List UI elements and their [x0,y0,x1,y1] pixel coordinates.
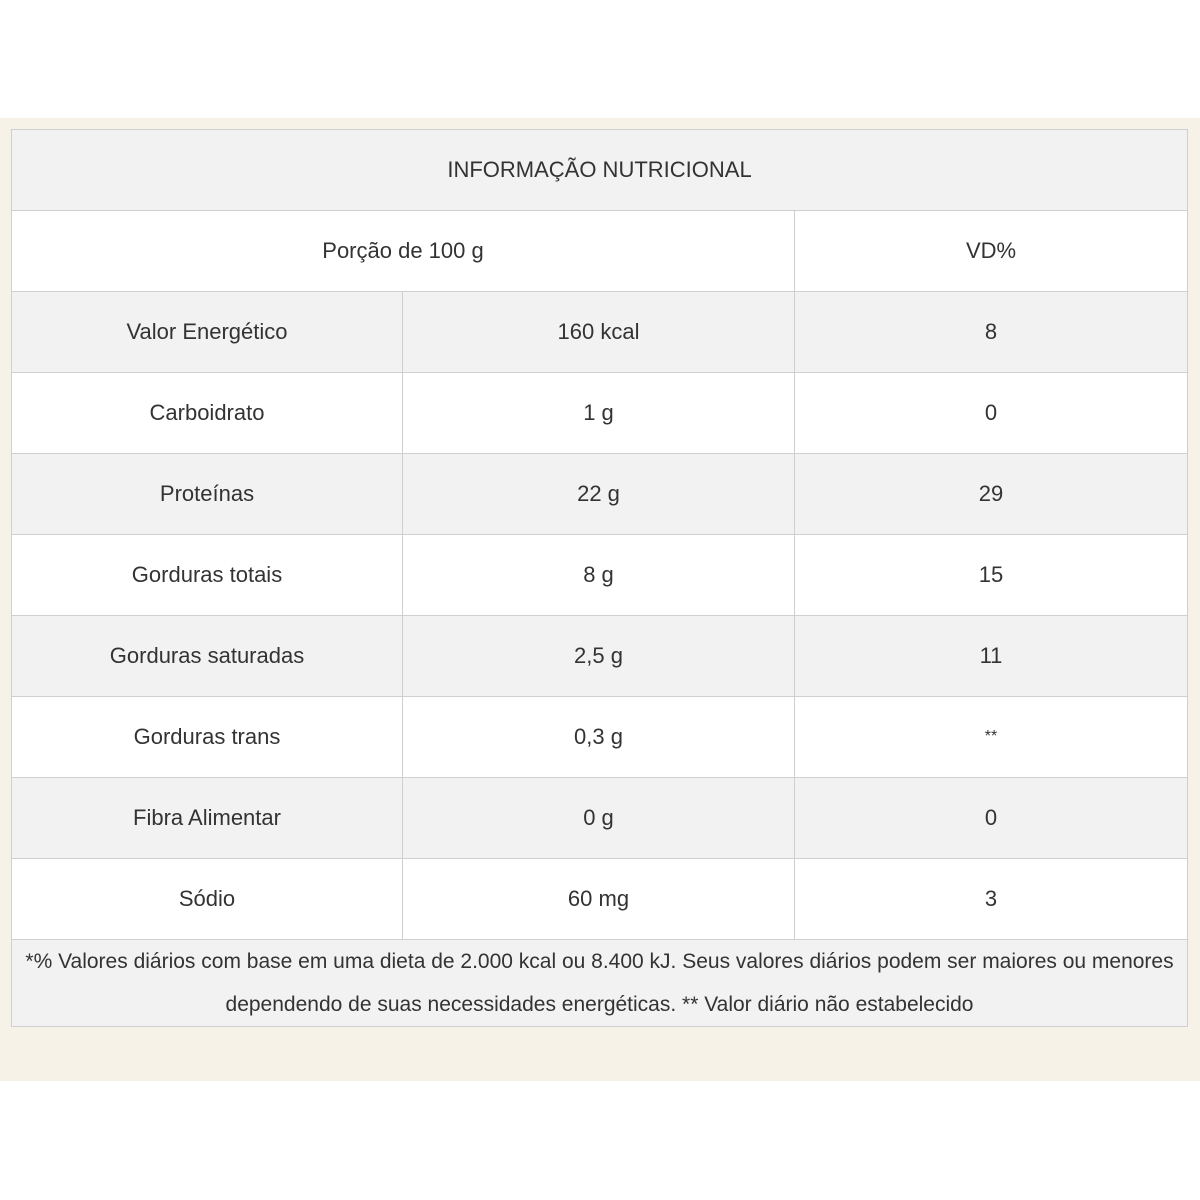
table-title: INFORMAÇÃO NUTRICIONAL [12,130,1188,211]
nutrient-name: Sódio [12,859,403,940]
nutrient-amount: 160 kcal [403,292,795,373]
table-row [12,454,1188,535]
nutrient-vd: 29 [795,454,1188,535]
table-header-row [12,211,1188,292]
nutrient-amount: 60 mg [403,859,795,940]
nutrient-vd: ** [795,697,1188,778]
nutrient-name: Gorduras totais [12,535,403,616]
table-row [12,859,1188,940]
nutrient-name: Proteínas [12,454,403,535]
table-row [12,616,1188,697]
nutrient-vd: 11 [795,616,1188,697]
nutrient-name: Fibra Alimentar [12,778,403,859]
table-row [12,373,1188,454]
table-row [12,697,1188,778]
table-row [12,292,1188,373]
nutrient-vd: 0 [795,373,1188,454]
nutrient-amount: 22 g [403,454,795,535]
table-row [12,535,1188,616]
nutrient-amount: 2,5 g [403,616,795,697]
nutrient-name: Valor Energético [12,292,403,373]
nutrient-name: Gorduras saturadas [12,616,403,697]
nutrient-vd: 0 [795,778,1188,859]
nutrient-amount: 8 g [403,535,795,616]
table-title-row [12,130,1188,211]
nutrient-vd: 3 [795,859,1188,940]
nutrition-facts-table [11,129,1188,1027]
portion-header: Porção de 100 g [12,211,795,292]
vd-header: VD% [795,211,1188,292]
nutrient-name: Gorduras trans [12,697,403,778]
nutrient-amount: 1 g [403,373,795,454]
footnote-row [12,940,1188,1027]
nutrient-vd: 8 [795,292,1188,373]
table-row [12,778,1188,859]
nutrient-name: Carboidrato [12,373,403,454]
nutrient-amount: 0 g [403,778,795,859]
nutrient-amount: 0,3 g [403,697,795,778]
footnote-text: *% Valores diários com base em uma dieta de 2.000 kcal ou 8.400 kJ. Seus valores diários podem ser maiores ou menores dependendo de suas necessidades energéticas. ** Valor diário não estabelecido [12,940,1188,1027]
nutrient-vd: 15 [795,535,1188,616]
